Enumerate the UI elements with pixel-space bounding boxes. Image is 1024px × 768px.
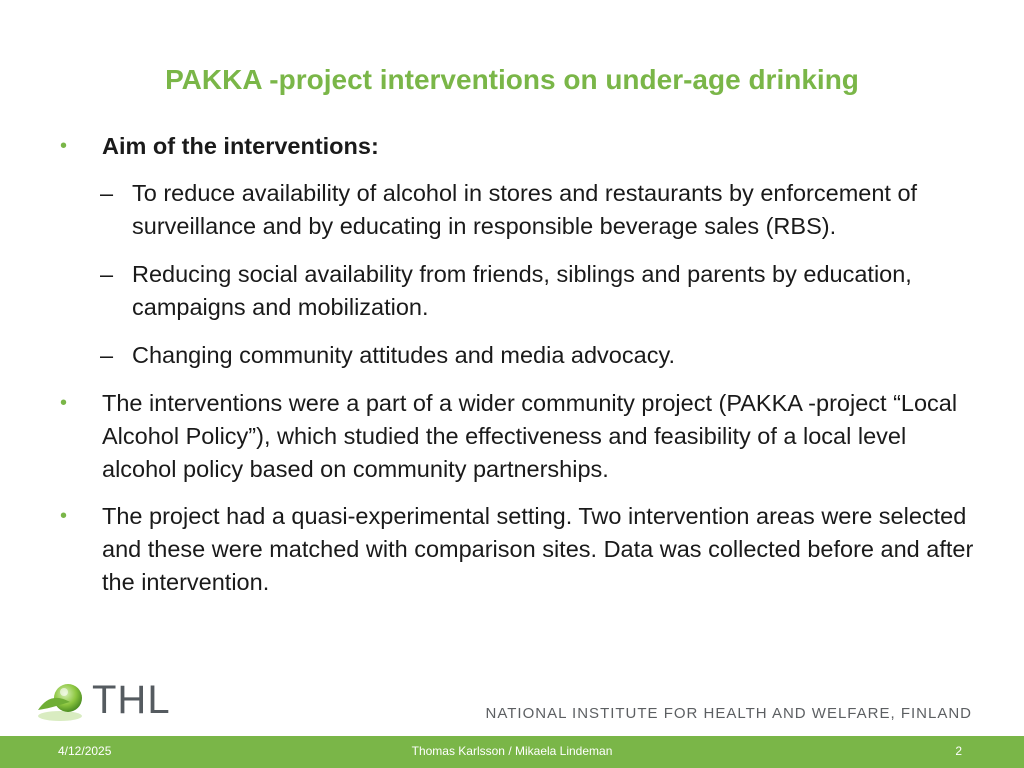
bullet-item	[60, 500, 980, 599]
footer-authors: Thomas Karlsson / Mikaela Lindeman	[411, 744, 613, 758]
sub-bullet-item	[60, 258, 980, 324]
bullet-text: The interventions were a part of a wider community project (PAKKA -project “Local Alcohol Policy”), which studied the effectiveness and feasibility of a local level alcohol policy based on community partnerships.	[102, 390, 958, 482]
bullet-item	[60, 387, 980, 486]
sub-bullet-item	[60, 177, 980, 243]
bullet-icon: •	[60, 135, 68, 157]
bullet-text: The project had a quasi-experimental setting. Two intervention areas were selected and these were matched with comparison sites. Data was collected before and after the intervention.	[102, 503, 974, 595]
sub-bullet-text: Changing community attitudes and media advocacy.	[132, 342, 675, 368]
slide-content	[60, 130, 980, 613]
bullet-text: Aim of the interventions:	[102, 133, 379, 159]
footer-bar	[0, 736, 1024, 768]
bullet-icon: •	[60, 505, 68, 527]
institute-name: NATIONAL INSTITUTE FOR HEALTH AND WELFARE, FINLAND	[485, 705, 972, 722]
slide-title: PAKKA -project interventions on under-age drinking	[165, 64, 859, 95]
dash-icon: –	[100, 342, 114, 368]
dash-icon: –	[100, 261, 114, 287]
page-number: 2	[955, 744, 962, 758]
footer-date: 4/12/2025	[58, 744, 112, 758]
sub-bullet-text: Reducing social availability from friends, siblings and parents by education, campaigns and mobilization.	[132, 261, 912, 320]
sub-bullet-item	[60, 339, 980, 372]
bullet-icon: •	[60, 392, 68, 414]
logo-text: THL	[92, 678, 171, 722]
bullet-item	[60, 130, 980, 163]
dash-icon: –	[100, 180, 114, 206]
sub-bullet-text: To reduce availability of alcohol in stores and restaurants by enforcement of surveillance and by educating in responsible beverage sales (RBS).	[132, 180, 918, 239]
